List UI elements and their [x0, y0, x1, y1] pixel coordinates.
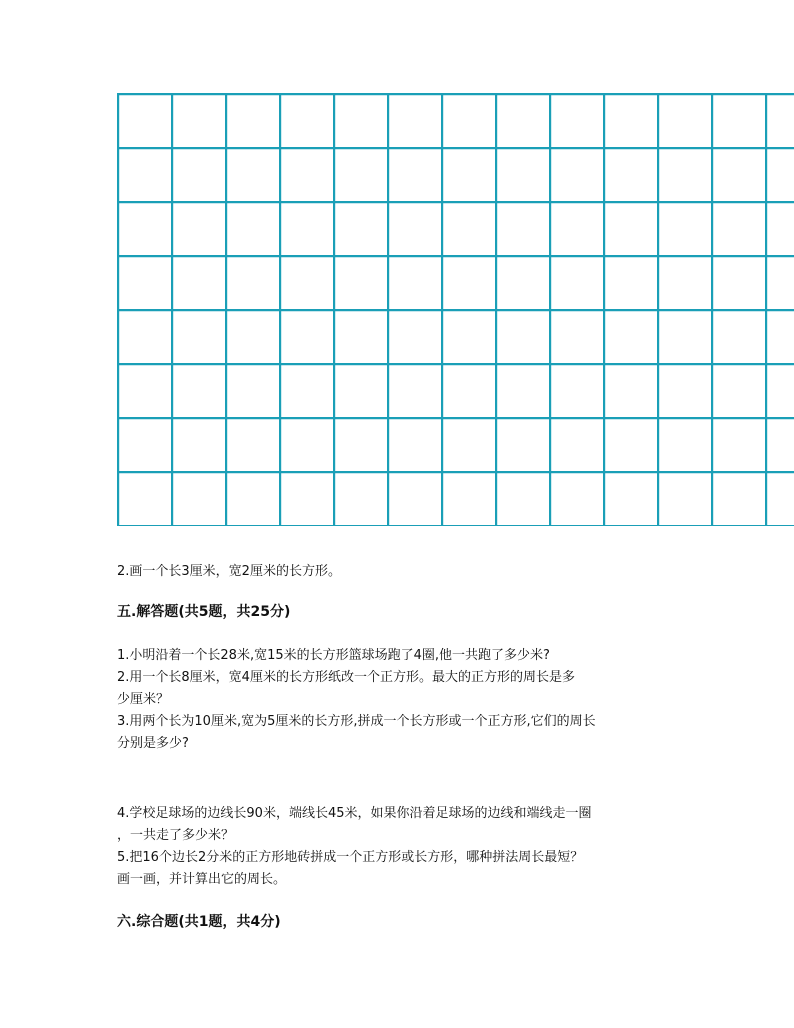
drawing-grid: [117, 93, 794, 526]
section-6-heading: 六.综合题(共1题，共4分): [117, 914, 281, 930]
section-5-line-5: 分别是多少?: [117, 736, 189, 751]
section-5-line-9: 画一画，并计算出它的周长。: [117, 872, 287, 887]
section-5-heading: 五.解答题(共5题，共25分): [117, 604, 291, 620]
section-5-line-4: 3.用两个长为10厘米,宽为5厘米的长方形,拼成一个长方形或一个正方形,它们的周长: [117, 714, 596, 729]
section-5-line-1: 1.小明沿着一个长28米,宽15米的长方形篮球场跑了4圈,他一共跑了多少米?: [117, 648, 550, 663]
grid-svg: [117, 93, 794, 526]
section-5-line-6: 4.学校足球场的边线长90米，端线长45米，如果你沿着足球场的边线和端线走一圈: [117, 806, 592, 821]
section-5-line-7: ，一共走了多少米？: [117, 828, 235, 843]
section-5-line-2: 2.用一个长8厘米，宽4厘米的长方形纸改一个正方形。最大的正方形的周长是多: [117, 670, 575, 685]
question-4-2: 2.画一个长3厘米，宽2厘米的长方形。: [117, 564, 341, 579]
section-5-line-3: 少厘米？: [117, 692, 170, 707]
section-5-line-8: 5.把16个边长2分米的正方形地砖拼成一个正方形或长方形，哪种拼法周长最短？: [117, 850, 584, 865]
